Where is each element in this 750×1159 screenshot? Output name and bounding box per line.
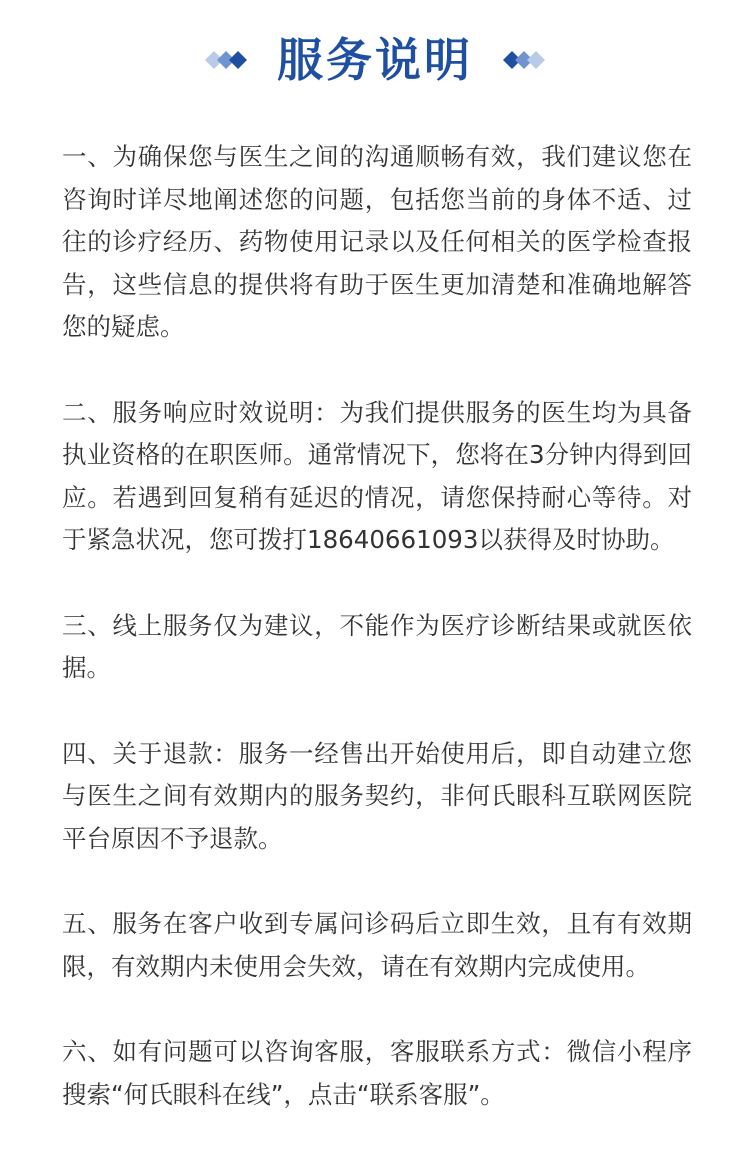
term-paragraph-1: 一、为确保您与医生之间的沟通顺畅有效，我们建议您在咨询时详尽地阐述您的问题，包括您当前的身体不适、过往的诊疗经历、药物使用记录以及任何相关的医学检查报告，这些信息的提供将有助于医生更加清楚和准确地解答您的疑虑。 bbox=[62, 142, 692, 341]
term-paragraph-6: 六、如有问题可以咨询客服，客服联系方式：微信小程序搜索“何氏眼科在线”，点击“联系客服”。 bbox=[62, 1037, 692, 1109]
page-title: 服务说明 bbox=[277, 33, 473, 87]
service-terms bbox=[62, 136, 692, 1159]
page-header bbox=[0, 28, 750, 92]
term-paragraph-2: 二、服务响应时效说明：为我们提供服务的医生均为具备执业资格的在职医师。通常情况下，您将在3分钟内得到回应。若遇到回复稍有延迟的情况，请您保持耐心等待。对于紧急状况，您可拨打18640661093以获得及时协助。 bbox=[62, 397, 692, 554]
diamond-cluster-icon bbox=[195, 47, 253, 73]
diamond-cluster-icon bbox=[497, 47, 555, 73]
term-paragraph-4: 四、关于退款：服务一经售出开始使用后，即自动建立您与医生之间有效期内的服务契约，非何氏眼科互联网医院平台原因不予退款。 bbox=[62, 738, 692, 853]
term-paragraph-5: 五、服务在客户收到专属问诊码后立即生效，且有有效期限，有效期内未使用会失效，请在有效期内完成使用。 bbox=[62, 909, 692, 981]
term-paragraph-3: 三、线上服务仅为建议，不能作为医疗诊断结果或就医依据。 bbox=[62, 610, 692, 682]
